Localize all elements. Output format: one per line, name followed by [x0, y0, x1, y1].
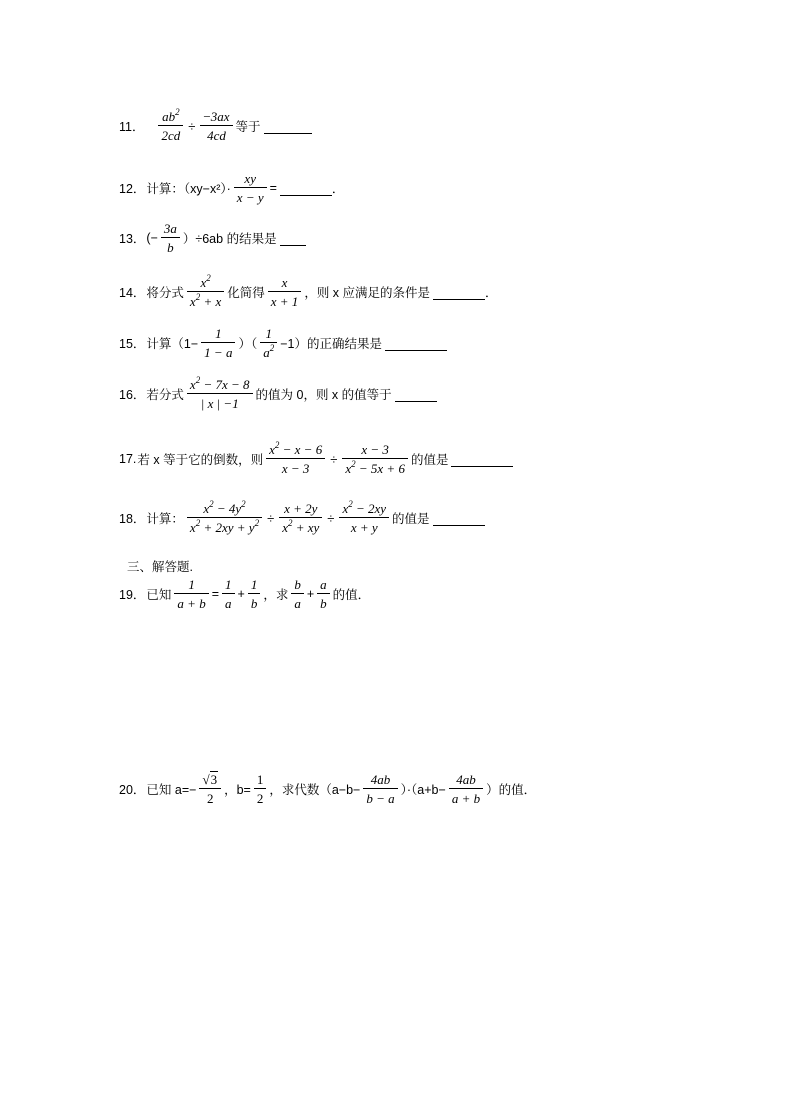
question-text: ）·（a+b− — [400, 783, 446, 797]
question-text: ，则 x 应满足的条件是 — [304, 286, 431, 300]
fraction: $\frac{x^2 - 7x - 8}{| x | -1}$ — [187, 378, 253, 410]
question-number: 18． — [119, 512, 146, 526]
question-text: 的值是 — [410, 453, 449, 467]
question-text: ，求 — [263, 588, 289, 602]
question-text: 计算：（xy−x²）· — [146, 182, 231, 196]
question-text: (− — [146, 231, 158, 245]
divide-sign: ÷ — [330, 451, 338, 467]
fraction: $\frac{1}{1 - a}$ — [201, 327, 235, 359]
question-text: 计算（1− — [146, 337, 199, 351]
question-text: −1）的正确结果是 — [280, 337, 382, 351]
question-text: ）（ — [238, 337, 258, 351]
answer-blank[interactable] — [451, 452, 513, 467]
section-heading — [127, 557, 193, 575]
question-16 — [119, 375, 437, 411]
question-number: 17. — [119, 452, 137, 466]
fraction: $\frac{1}{2}$ — [254, 773, 267, 805]
question-13 — [119, 222, 306, 254]
question-11 — [119, 107, 312, 143]
fraction: $\frac{1}{a^2}$ — [260, 327, 277, 359]
question-number: 15． — [119, 337, 146, 351]
fraction: $\frac{-3ax}{4cd}$ — [200, 110, 232, 142]
fraction: $\frac{x - 3}{x^2 - 5x + 6}$ — [342, 443, 408, 475]
answer-blank[interactable] — [433, 285, 485, 300]
question-text: 已知 a=− — [146, 783, 197, 797]
question-20 — [119, 773, 537, 805]
question-text: 化简得 — [227, 286, 265, 300]
fraction: $\frac{x^2 - 4y^2}{x^2 + 2xy + y^2}$ — [187, 502, 262, 534]
question-text: 计算： — [146, 512, 184, 526]
answer-blank[interactable] — [280, 181, 332, 196]
fraction: $\frac{x^2 - 2xy}{x + y}$ — [339, 502, 389, 534]
answer-blank[interactable] — [280, 231, 306, 246]
question-number: 14． — [119, 286, 146, 300]
divide-sign: ÷ — [327, 510, 335, 526]
fraction: $\frac{4ab}{a + b}$ — [449, 773, 483, 805]
fraction: $\frac{3a}{b}$ — [161, 222, 180, 254]
fraction: $\frac{1}{a}$ — [222, 578, 235, 610]
question-number: 12． — [119, 182, 146, 196]
question-text: = — [269, 181, 277, 195]
question-text: ，b= — [224, 783, 251, 797]
question-text: + — [306, 587, 315, 601]
question-text: 已知 — [146, 588, 172, 602]
section-title: 三、解答题. — [127, 560, 193, 574]
question-15 — [119, 327, 447, 359]
question-number: 16． — [119, 388, 146, 402]
question-text: ）÷6ab 的结果是 — [182, 232, 277, 246]
question-17 — [119, 440, 513, 476]
fraction: $\frac{1}{b}$ — [248, 578, 261, 610]
fraction: $\frac{x^2 - x - 6}{x - 3}$ — [266, 443, 325, 475]
question-14 — [119, 273, 498, 309]
answer-blank[interactable] — [385, 336, 447, 351]
fraction: $\frac{a}{b}$ — [317, 578, 330, 610]
question-text: 等于 — [235, 120, 261, 134]
question-number: 13． — [119, 232, 146, 246]
fraction: $\frac{x}{x + 1}$ — [268, 276, 302, 308]
question-text: + — [237, 587, 245, 601]
fraction: $\frac{x^2}{x^2 + x}$ — [187, 276, 224, 308]
fraction: $\frac{xy}{x - y}$ — [234, 172, 267, 204]
fraction: $\frac{x + 2y}{x^2 + xy}$ — [279, 502, 322, 534]
question-text: 的值为 0，则 x 的值等于 — [255, 388, 392, 402]
question-number: 19． — [119, 588, 146, 602]
period: ． — [485, 286, 498, 300]
question-number: 20． — [119, 783, 146, 797]
question-text: ）的值． — [486, 783, 537, 797]
fraction: $\frac{√3}{2}$ — [199, 773, 221, 805]
question-number: 11． — [119, 120, 145, 134]
question-18 — [119, 499, 485, 535]
fraction: $\frac{1}{a + b}$ — [174, 578, 208, 610]
fraction: $\frac{b}{a}$ — [291, 578, 304, 610]
question-text: 将分式 — [146, 286, 184, 300]
fraction: $\frac{4ab}{b - a}$ — [363, 773, 397, 805]
period: ． — [331, 182, 345, 196]
question-text: ，求代数（a−b− — [269, 783, 361, 797]
answer-blank[interactable] — [433, 511, 485, 526]
divide-sign: ÷ — [188, 118, 196, 134]
question-text: 的值． — [332, 588, 371, 602]
answer-blank[interactable] — [395, 387, 437, 402]
question-text: 的值是 — [392, 512, 430, 526]
divide-sign: ÷ — [267, 510, 275, 526]
question-19 — [119, 578, 371, 610]
question-text: 若分式 — [146, 388, 184, 402]
fraction: $\frac{ab^2}{2cd}$ — [158, 110, 183, 142]
answer-blank[interactable] — [264, 119, 312, 134]
question-text: 若 x 等于它的倒数，则 — [137, 453, 264, 467]
question-12 — [119, 172, 344, 204]
question-text: = — [211, 587, 220, 601]
